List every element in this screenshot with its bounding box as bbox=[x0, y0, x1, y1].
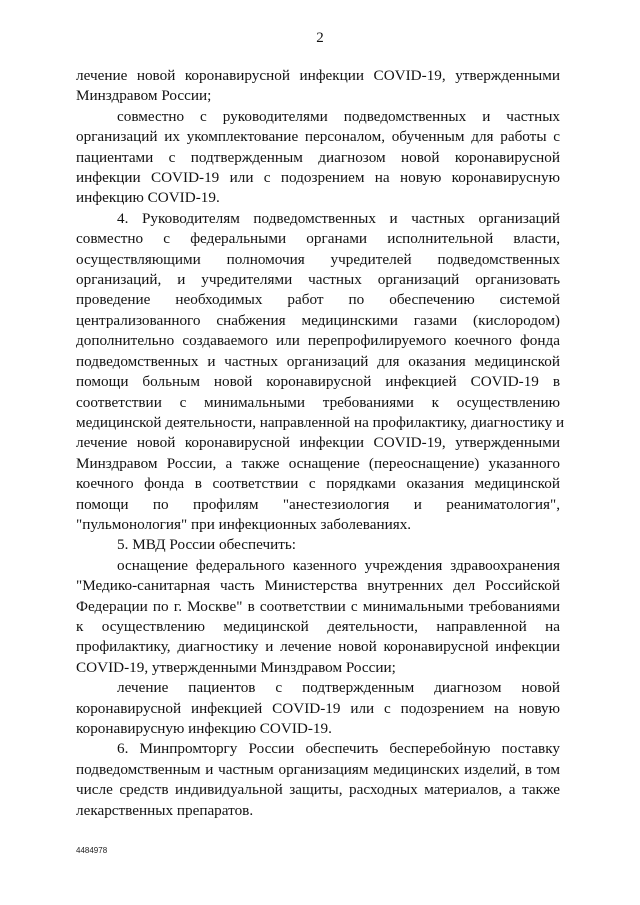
text-line: централизованного снабжения медицинскими газами (кислородом) bbox=[76, 311, 560, 329]
text-line: 5. МВД России обеспечить: bbox=[117, 536, 296, 554]
paragraph bbox=[76, 535, 560, 555]
text-line: "Медико-санитарная часть Министерства внутренних дел Российской bbox=[76, 577, 560, 595]
text-line: лечение новой коронавирусной инфекции COVID-19, утвержденными bbox=[76, 67, 560, 84]
paragraph bbox=[76, 739, 560, 821]
text-line: инфекции COVID-19 или с подозрением на новую коронавирусную bbox=[76, 169, 560, 187]
text-line: лекарственных препаратов. bbox=[76, 801, 254, 819]
text-line: организаций их укомплектование персоналом, обученным для работы с bbox=[76, 128, 560, 146]
text-line: профилактику, диагностику и лечение новой коронавирусной инфекции bbox=[76, 638, 560, 656]
document-body bbox=[76, 66, 565, 821]
text-line: "пульмонология" при инфекционных заболеваниях. bbox=[76, 515, 412, 533]
text-line: осуществляющими полномочия учредителей подведомственных bbox=[76, 250, 560, 268]
text-line: Минздравом России, а также оснащение (переоснащение) указанного bbox=[76, 454, 560, 472]
text-line: проведение необходимых работ по обеспечению системой bbox=[76, 291, 560, 309]
text-line: организаций, и учредителями частных организаций организовать bbox=[76, 271, 560, 289]
document-id: 4484978 bbox=[76, 846, 108, 855]
text-line: помощи по профилям "анестезиология и реаниматология", bbox=[76, 495, 560, 513]
text-line: лечение новой коронавирусной инфекции COVID-19, утвержденными bbox=[76, 434, 560, 452]
text-line: COVID-19, утвержденными Минздравом России; bbox=[76, 658, 396, 676]
text-line: коронавирусной инфекцией COVID-19 или с подозрением на новую bbox=[76, 699, 560, 717]
text-line: помощи больным новой коронавирусной инфекцией COVID-19 в bbox=[76, 373, 560, 391]
text-line: Минздравом России; bbox=[76, 87, 212, 105]
text-line: числе средств индивидуальной защиты, расходных материалов, а также bbox=[76, 781, 560, 799]
text-line: соответствии с минимальными требованиями к осуществлению bbox=[76, 393, 560, 411]
paragraph bbox=[76, 66, 560, 107]
page-number: 2 bbox=[316, 30, 324, 46]
text-line: 6. Минпромторгу России обеспечить бесперебойную поставку bbox=[117, 740, 560, 758]
text-line: инфекцию COVID-19. bbox=[76, 189, 220, 207]
paragraph bbox=[76, 678, 560, 739]
text-line: к осуществлению медицинской деятельности, направленной на bbox=[76, 617, 560, 635]
text-line: медицинской деятельности, направленной на профилактику, диагностику и bbox=[76, 413, 565, 431]
paragraph bbox=[76, 556, 560, 678]
text-line: 4. Руководителям подведомственных и частных организаций bbox=[117, 209, 560, 227]
text-line: Федерации по г. Москве" в соответствии с минимальными требованиями bbox=[76, 597, 560, 615]
paragraph bbox=[76, 107, 560, 209]
text-line: совместно с федеральными органами исполнительной власти, bbox=[76, 230, 560, 248]
text-line: дополнительно создаваемого или перепрофилируемого коечного фонда bbox=[76, 332, 560, 350]
text-line: подведомственных и частных организаций для оказания медицинской bbox=[76, 352, 560, 370]
text-line: подведомственным и частным организациям медицинских изделий, в том bbox=[76, 760, 560, 778]
text-line: коечного фонда в соответствии с порядками оказания медицинской bbox=[76, 475, 560, 493]
paragraph bbox=[76, 209, 565, 536]
text-line: пациентами с подтвержденным диагнозом новой коронавирусной bbox=[76, 148, 560, 166]
text-line: оснащение федерального казенного учреждения здравоохранения bbox=[117, 556, 560, 574]
text-line: совместно с руководителями подведомственных и частных bbox=[117, 107, 560, 125]
text-line: коронавирусную инфекцию COVID-19. bbox=[76, 720, 332, 737]
text-line: лечение пациентов с подтвержденным диагнозом новой bbox=[117, 679, 560, 697]
